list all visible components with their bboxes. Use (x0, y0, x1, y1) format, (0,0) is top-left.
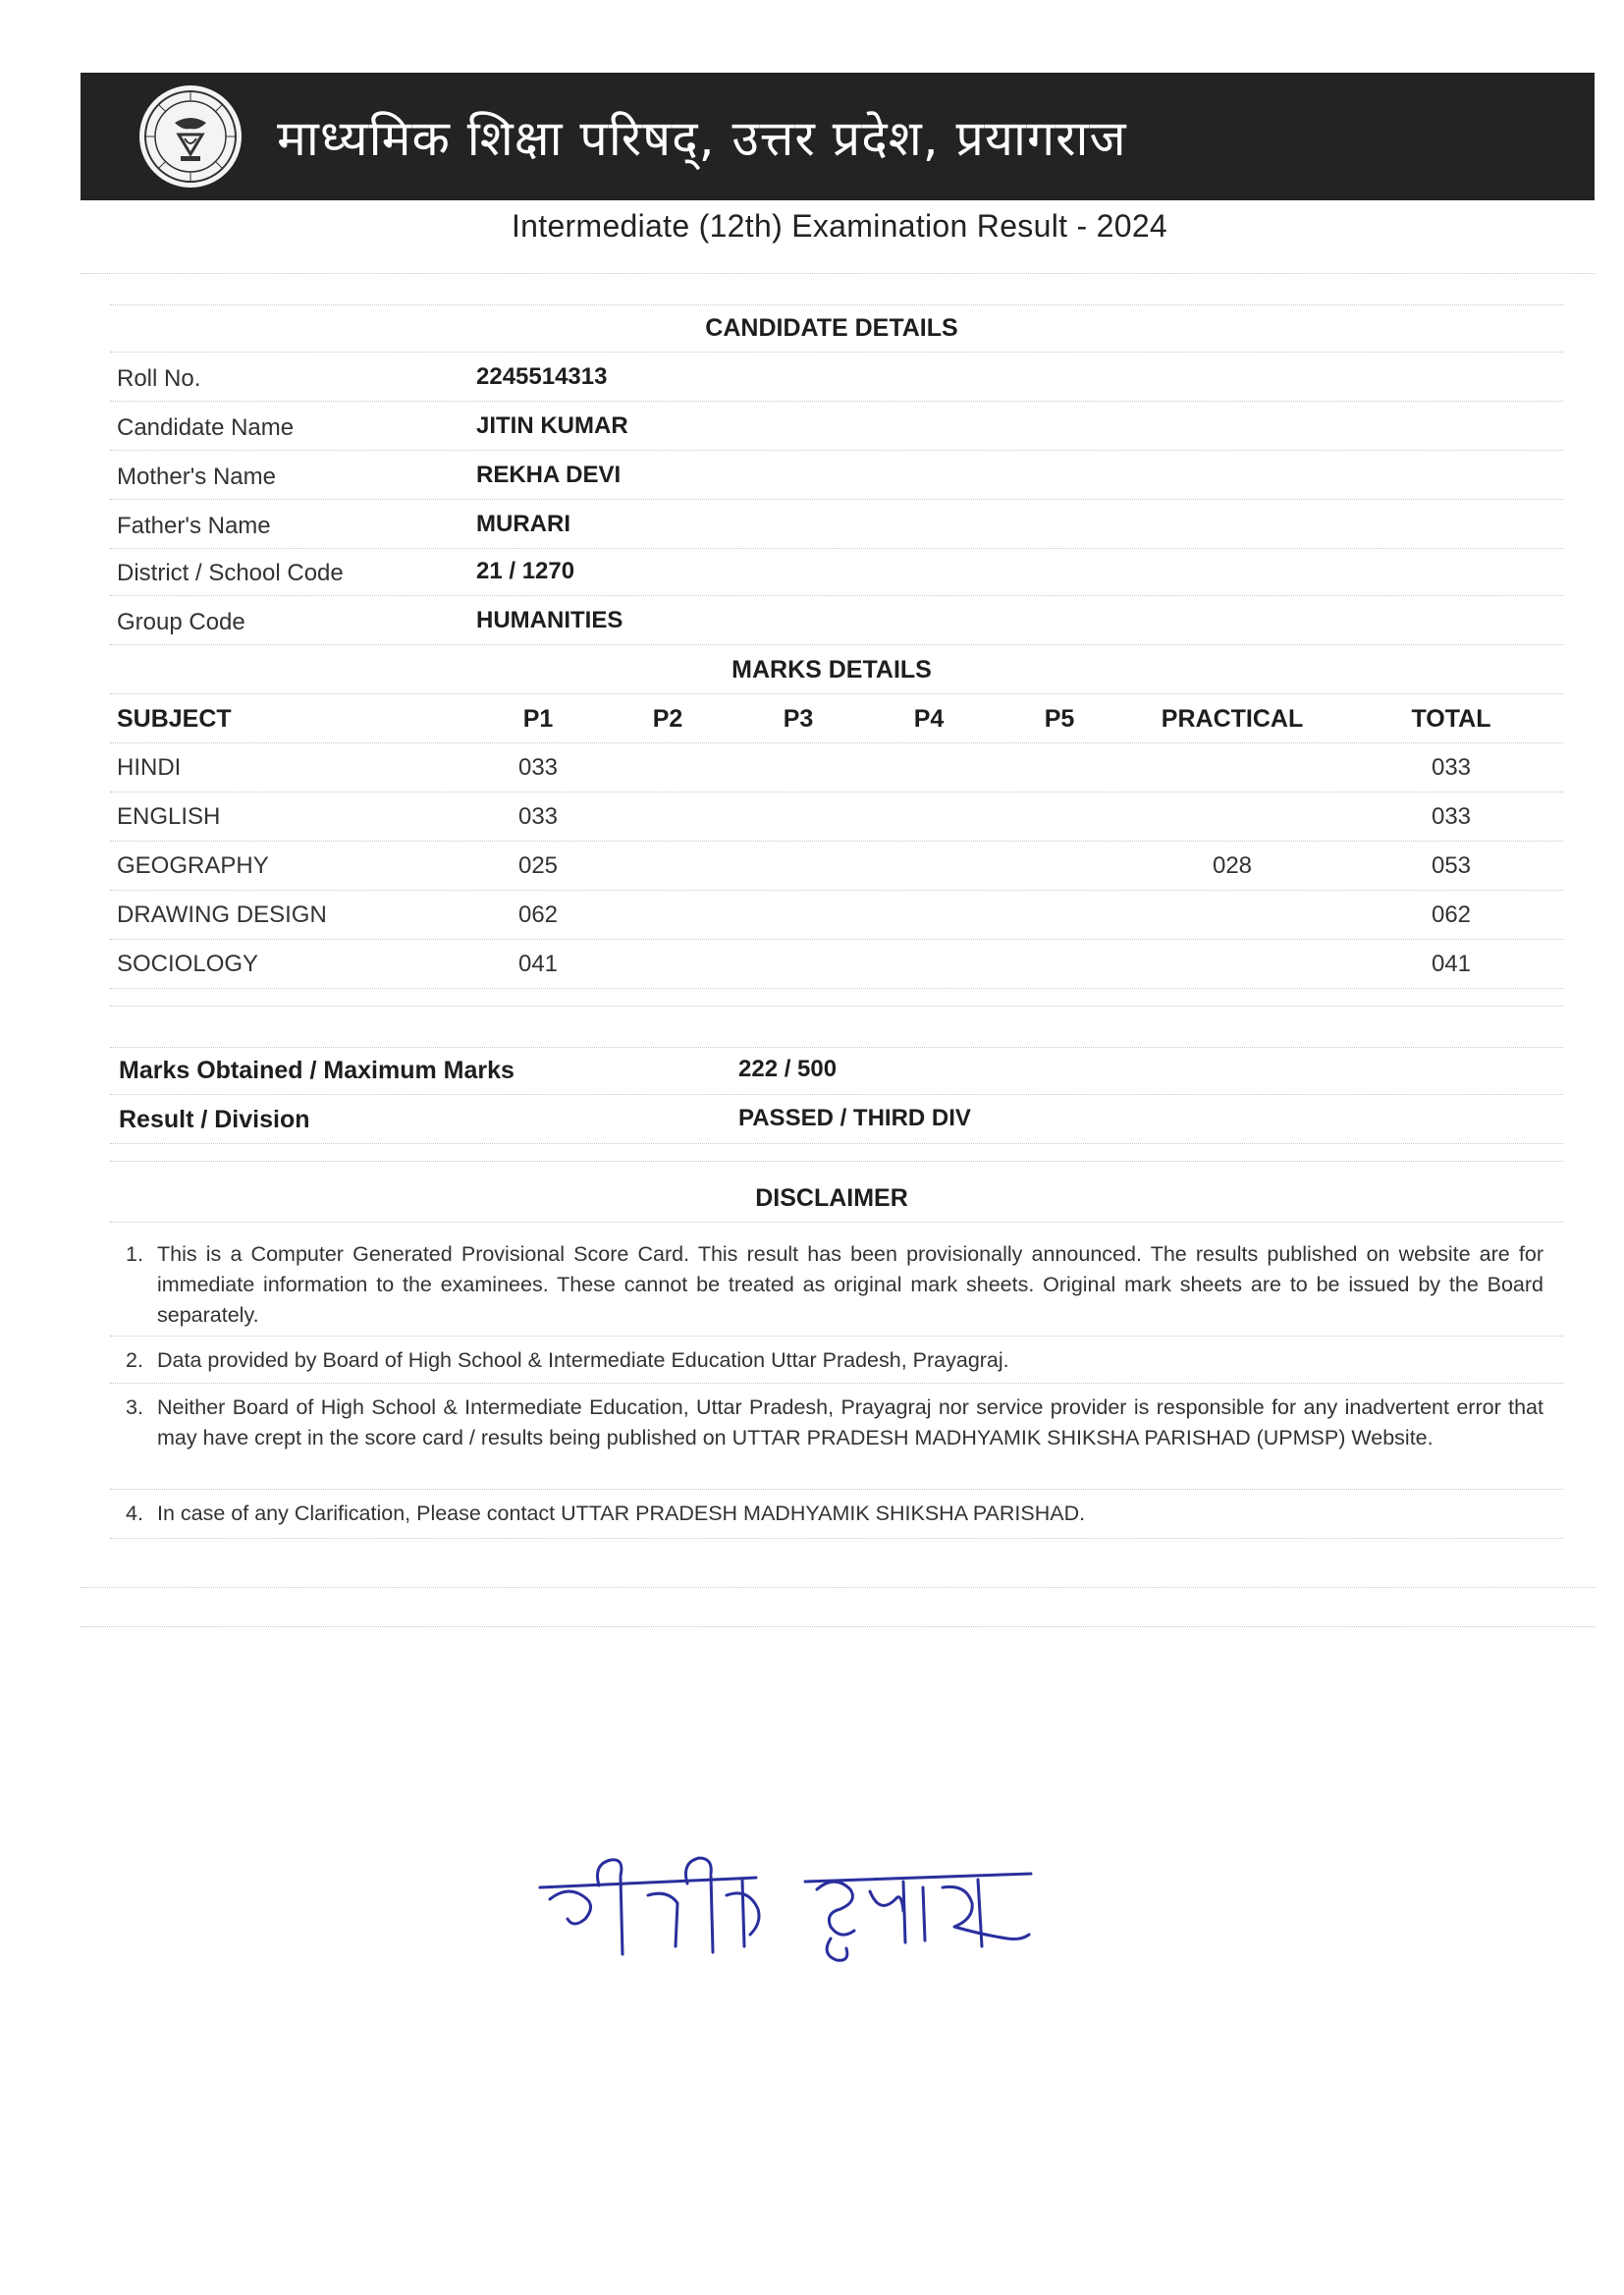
disclaimer-text: In case of any Clarification, Please contact UTTAR PRADESH MADHYAMIK SHIKSHA PARISHAD. (157, 1502, 1086, 1525)
divider (110, 988, 1563, 989)
p1-cell: 033 (517, 754, 559, 781)
subject-cell: GEOGRAPHY (117, 852, 269, 879)
divider (110, 890, 1563, 891)
candidate-name-label: Candidate Name (117, 414, 295, 441)
disclaimer-text: This is a Computer Generated Provisional Score Card. This result has been provisionally announced. The results published on website are for immediate information to the examinees. These cannot be treated as original mark sheets. Original mark sheets are to be issued by the Board separately. (157, 1242, 1543, 1327)
mother-name-value: REKHA DEVI (476, 462, 622, 488)
total-cell: 033 (1431, 803, 1472, 830)
district-school-code-value: 21 / 1270 (476, 558, 575, 584)
divider (110, 1538, 1563, 1539)
roll-no-value: 2245514313 (476, 363, 608, 390)
divider (110, 1006, 1563, 1007)
disclaimer-item (126, 1239, 1543, 1331)
divider (110, 499, 1563, 500)
divider (110, 1047, 1563, 1048)
board-name: माध्यमिक शिक्षा परिषद्, उत्तर प्रदेश, प्रयागराज (277, 110, 1127, 167)
divider (81, 1587, 1595, 1588)
candidate-details-heading: CANDIDATE DETAILS (705, 314, 958, 342)
result-division-label: Result / Division (119, 1106, 310, 1133)
candidate-signature (530, 1844, 1041, 1992)
group-code-value: HUMANITIES (476, 607, 623, 633)
divider (110, 1489, 1563, 1490)
disclaimer-text: Data provided by Board of High School & Intermediate Education Uttar Pradesh, Prayagraj. (157, 1348, 1009, 1372)
divider (110, 742, 1563, 743)
p1-cell: 033 (517, 803, 559, 830)
divider (110, 939, 1563, 940)
total-cell: 033 (1431, 754, 1472, 781)
divider (110, 1222, 1563, 1223)
p1-cell: 041 (517, 951, 559, 977)
divider (110, 352, 1563, 353)
divider (110, 644, 1563, 645)
total-cell: 062 (1431, 902, 1472, 928)
divider (110, 1336, 1563, 1337)
divider (110, 1383, 1563, 1384)
subject-cell: HINDI (117, 754, 182, 781)
col-header-practical: PRACTICAL (1161, 705, 1304, 733)
group-code-label: Group Code (117, 609, 245, 635)
col-header-p5: P5 (1044, 705, 1075, 733)
divider (110, 1143, 1563, 1144)
total-cell: 053 (1431, 852, 1472, 879)
divider (81, 1626, 1595, 1627)
header-band (81, 73, 1595, 200)
total-cell: 041 (1431, 951, 1472, 977)
disclaimer-number: 2. (126, 1348, 143, 1372)
marks-details-heading: MARKS DETAILS (731, 656, 932, 683)
divider (110, 1094, 1563, 1095)
disclaimer-number: 1. (126, 1242, 143, 1266)
disclaimer-item (126, 1393, 1543, 1453)
col-header-p1: P1 (522, 705, 554, 733)
marks-obtained-label: Marks Obtained / Maximum Marks (119, 1057, 514, 1084)
col-header-subject: SUBJECT (117, 705, 232, 733)
marks-obtained-value: 222 / 500 (738, 1056, 838, 1082)
divider (110, 450, 1563, 451)
col-header-p3: P3 (783, 705, 814, 733)
disclaimer-item (126, 1345, 1543, 1376)
upmsp-seal-icon (137, 83, 244, 190)
divider (110, 595, 1563, 596)
district-school-code-label: District / School Code (117, 560, 344, 586)
col-header-p4: P4 (913, 705, 945, 733)
divider (110, 1161, 1563, 1162)
disclaimer-heading: DISCLAIMER (755, 1184, 908, 1212)
subject-cell: SOCIOLOGY (117, 951, 259, 977)
divider (110, 693, 1563, 694)
divider (110, 401, 1563, 402)
subject-cell: ENGLISH (117, 803, 221, 830)
practical-cell: 028 (1212, 852, 1253, 879)
p1-cell: 062 (517, 902, 559, 928)
disclaimer-item (126, 1499, 1543, 1529)
signature-strokes (540, 1858, 1031, 1960)
divider (81, 273, 1595, 274)
father-name-label: Father's Name (117, 513, 271, 539)
disclaimer-number: 4. (126, 1502, 143, 1525)
divider (110, 548, 1563, 549)
disclaimer-number: 3. (126, 1395, 143, 1419)
divider (110, 304, 1563, 305)
exam-title: Intermediate (12th) Examination Result - 2024 (511, 208, 1168, 244)
divider (110, 841, 1563, 842)
subject-cell: DRAWING DESIGN (117, 902, 327, 928)
father-name-value: MURARI (476, 511, 570, 537)
p1-cell: 025 (517, 852, 559, 879)
roll-no-label: Roll No. (117, 365, 201, 392)
disclaimer-text: Neither Board of High School & Intermediate Education, Uttar Pradesh, Prayagraj nor service provider is responsible for any inadvertent error that may have crept in the score card / results being published on UTTAR PRADESH MADHYAMIK SHIKSHA PARISHAD (UPMSP) Website. (157, 1395, 1543, 1449)
result-division-value: PASSED / THIRD DIV (738, 1105, 971, 1131)
candidate-name-value: JITIN KUMAR (476, 412, 628, 439)
col-header-p2: P2 (652, 705, 683, 733)
col-header-total: TOTAL (1411, 705, 1491, 733)
mother-name-label: Mother's Name (117, 464, 276, 490)
